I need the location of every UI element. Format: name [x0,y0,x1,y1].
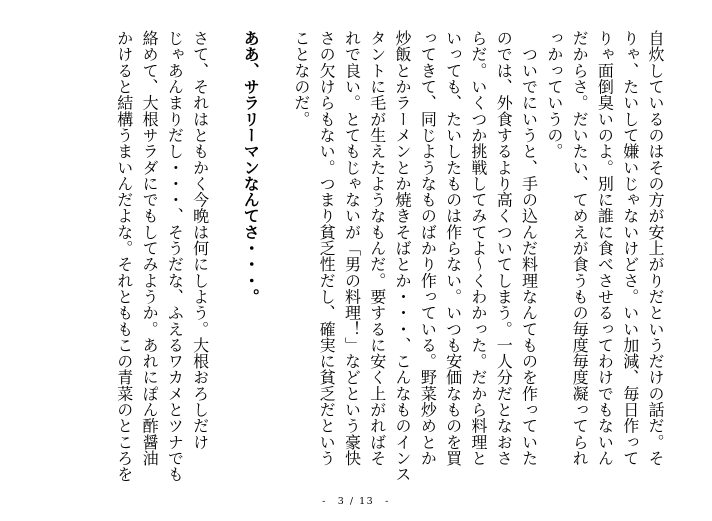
text-line: 炒飯とかラーメンとか焼きそばとか・・・、こんなものインス [393,30,413,483]
text-line: さの欠けらもない。つまり貧乏性だし、確実に貧乏だという [317,30,337,467]
text-line: かけると結構うまいんだよな。それとももこの青菜のところを [114,30,134,483]
text-line: 自炊しているのはその方が安上がりだというだけの話だ。そ [646,30,665,467]
text-line: タントに毛が生えたようなもんだ。要するに安く上がればそ [367,30,387,467]
blank-line [263,30,288,486]
text-line: 絡めて、大根サラダにでもしてみようか。あれにぽん酢醤油 [140,30,160,467]
text-line: ついでにいうと、手の込んだ料理なんてものを作っていた [519,30,539,467]
vertical-text-body [111,30,668,486]
text-line: らだ。いくつか挑戦してみてよ～くわかった。だから料理と [468,30,488,467]
text-line: りゃ、たいして嫌いじゃないけどさ。いい加減、毎日作って [620,30,640,467]
text-line: のでは、外食するより高くついてしまう。一人分だとなおさ [494,30,514,467]
text-line: れで良い。とてもじゃないが「男の料理！」などという豪快 [342,30,362,467]
text-line: っかっていうの。 [544,30,564,160]
text-line: ってきて、同じようなものばかり作っている。野菜炒めとか [418,30,438,467]
text-line: じゃあんまりだし・・・、そうだな、ふえるワカメとツナでも [165,30,185,483]
emphasis-line: ああ、サラリーマンなんてさ・・・。 [241,30,261,305]
text-line: さて、それはともかく今晩は何にしよう。大根おろしだけ [190,30,210,450]
text-line: りゃ面倒臭いのよ。別に誰に食べさせるってわけでもないん [595,30,615,467]
text-line: だからさ。だいたい、てめえが食うもの毎度毎度凝ってられ [570,30,590,467]
page-number: - 3 / 13 - [322,496,390,507]
blank-line [213,30,238,486]
text-line: いっても、たいしたものは作らない。いつも安価なものを買 [443,30,463,467]
text-line: ことなのだ。 [291,30,311,127]
